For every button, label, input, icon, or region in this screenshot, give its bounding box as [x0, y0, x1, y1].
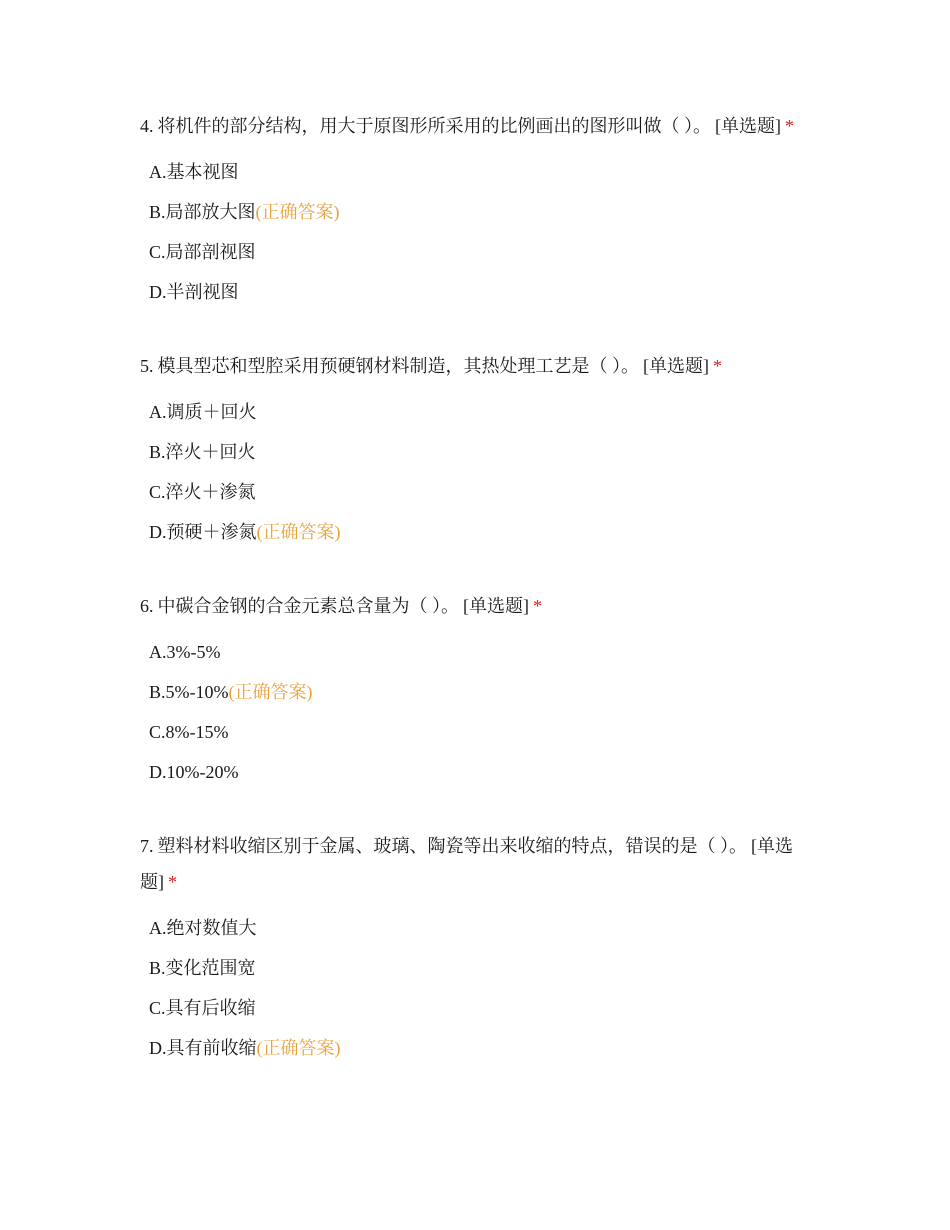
correct-answer-mark: (正确答案) [256, 1038, 341, 1058]
correct-answer-mark: (正确答案) [228, 682, 313, 702]
option-list [140, 152, 820, 312]
option-label: B.淬火＋回火 [149, 442, 256, 462]
option-b[interactable] [149, 432, 820, 472]
question-type: [单选题] [715, 116, 781, 136]
option-label: B.5%-10% [149, 682, 229, 702]
question-type: [单选题] [463, 596, 529, 616]
option-label: D.10%-20% [149, 762, 239, 782]
option-label: B.局部放大图 [149, 202, 256, 222]
option-label: A.调质＋回火 [149, 402, 257, 422]
option-label: A.基本视图 [149, 162, 239, 182]
option-c[interactable] [149, 232, 820, 272]
option-list [140, 632, 820, 792]
option-b[interactable] [149, 192, 820, 232]
question-type: [单选题] [140, 836, 793, 892]
question-4 [140, 108, 820, 312]
question-number: 4. [140, 116, 154, 136]
required-marker: * [713, 356, 722, 376]
question-text: 将机件的部分结构，用大于原图形所采用的比例画出的图形叫做（ ）。 [157, 116, 711, 136]
option-c[interactable] [149, 472, 820, 512]
option-d[interactable] [149, 752, 820, 792]
option-a[interactable] [149, 152, 820, 192]
question-number: 5. [140, 356, 154, 376]
option-a[interactable] [149, 632, 820, 672]
correct-answer-mark: (正确答案) [255, 202, 340, 222]
question-6 [140, 588, 820, 792]
question-title [140, 588, 820, 624]
option-label: C.局部剖视图 [149, 242, 256, 262]
option-label: C.8%-15% [149, 722, 229, 742]
question-5 [140, 348, 820, 552]
option-label: A.3%-5% [149, 642, 221, 662]
option-b[interactable] [149, 948, 820, 988]
option-d[interactable] [149, 272, 820, 312]
question-list [140, 108, 820, 1104]
option-label: D.具有前收缩 [149, 1038, 257, 1058]
option-label: C.淬火＋渗氮 [149, 482, 256, 502]
option-label: A.绝对数值大 [149, 918, 257, 938]
question-number: 6. [140, 596, 154, 616]
option-c[interactable] [149, 988, 820, 1028]
question-text: 中碳合金钢的合金元素总含量为（ ）。 [157, 596, 459, 616]
option-b[interactable] [149, 672, 820, 712]
option-d[interactable] [149, 512, 820, 552]
question-number: 7. [140, 836, 154, 856]
required-marker: * [168, 872, 177, 892]
question-title [140, 348, 820, 384]
question-title [140, 828, 820, 900]
option-label: B.变化范围宽 [149, 958, 256, 978]
option-list [140, 908, 820, 1068]
option-d[interactable] [149, 1028, 820, 1068]
option-c[interactable] [149, 712, 820, 752]
question-text: 塑料材料收缩区别于金属、玻璃、陶瓷等出来收缩的特点，错误的是（ ）。 [157, 836, 747, 856]
option-label: D.预硬＋渗氮 [149, 522, 257, 542]
correct-answer-mark: (正确答案) [256, 522, 341, 542]
required-marker: * [785, 116, 794, 136]
option-label: D.半剖视图 [149, 282, 239, 302]
option-a[interactable] [149, 392, 820, 432]
question-title [140, 108, 820, 144]
option-list [140, 392, 820, 552]
option-a[interactable] [149, 908, 820, 948]
question-type: [单选题] [643, 356, 709, 376]
question-7 [140, 828, 820, 1068]
required-marker: * [533, 596, 542, 616]
question-text: 模具型芯和型腔采用预硬钢材料制造，其热处理工艺是（ ）。 [157, 356, 639, 376]
option-label: C.具有后收缩 [149, 998, 256, 1018]
